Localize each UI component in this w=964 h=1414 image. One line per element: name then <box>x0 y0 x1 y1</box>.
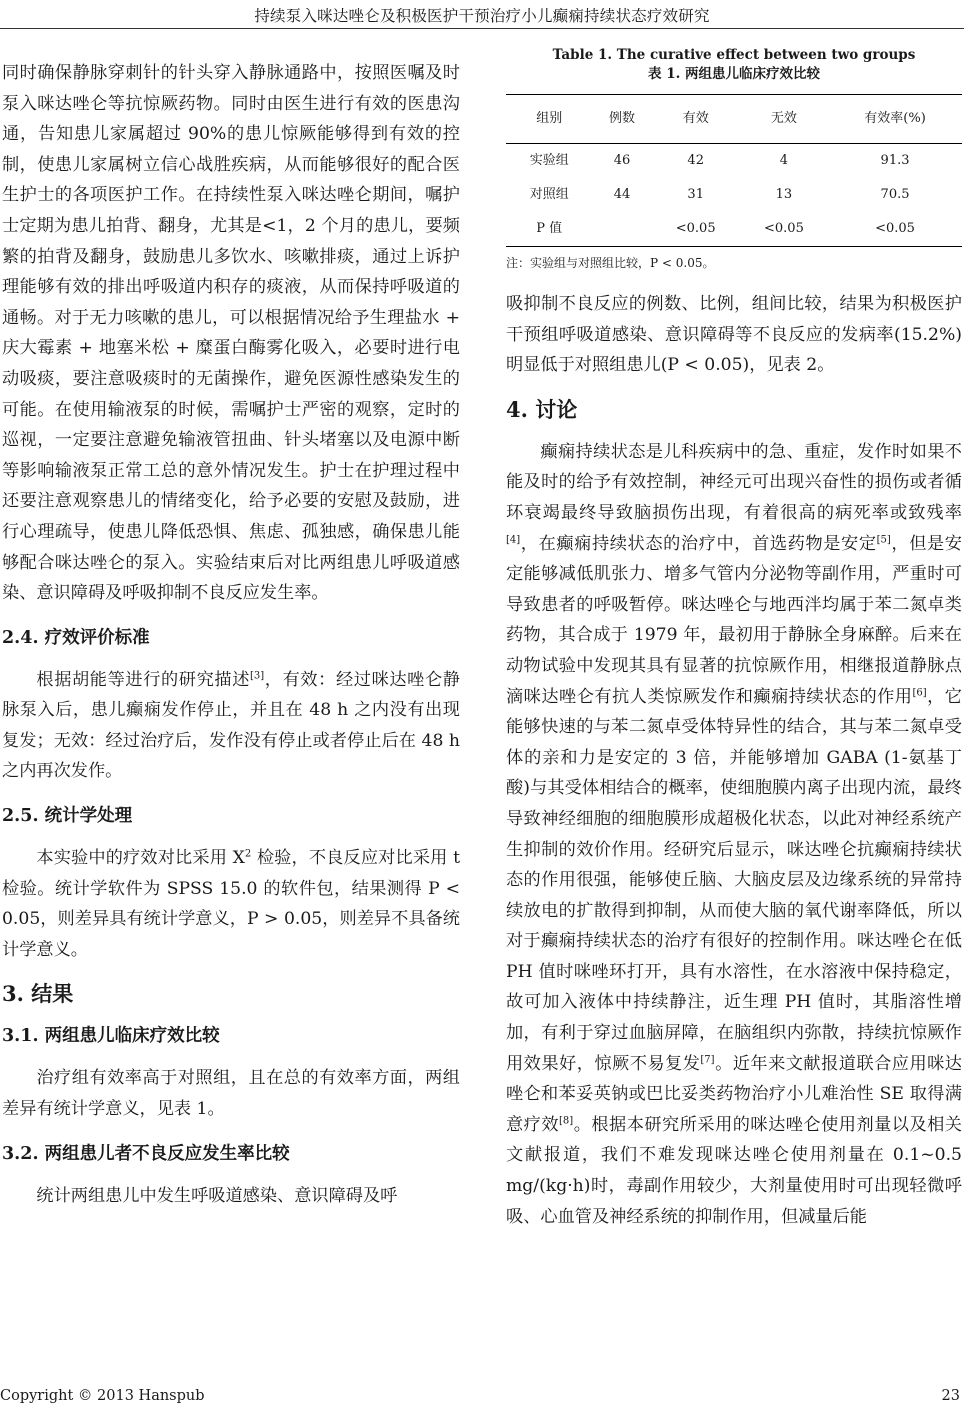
table-header-row <box>506 95 962 144</box>
superscript: 2 <box>244 848 252 860</box>
table-cell: 46 <box>613 152 631 168</box>
paragraph-2-5 <box>2 843 460 965</box>
table-caption <box>506 46 962 84</box>
text-run: 本实验中的疗效对比采用 X <box>36 848 245 869</box>
table-cell: 31 <box>687 186 704 202</box>
table-cell: 对照组 <box>529 186 569 202</box>
text-run: 检验，不良反应对比采用 t 检验。统计学软件为 SPSS 15.0 的软件包，结果测得 P < 0.05，则差异具有统计学意义，P > 0.05，则差异不具备统计学意义。 <box>2 848 460 960</box>
header-rule <box>0 28 964 29</box>
running-title: 持续泵入咪达唑仑及积极医护干预治疗小儿癫痫持续状态疗效研究 <box>254 7 710 25</box>
table-header-cell: 无效 <box>740 95 828 144</box>
text-run: 癫痫持续状态是儿科疾病中的急、重症，发作时如果不能及时的给予有效控制，神经元可出现兴奋性的损伤或者循环衰竭最终导致脑损伤出现，有着很高的病死率或致残率 <box>506 441 962 523</box>
page-number: 23 <box>941 1388 960 1404</box>
text-run: 。近年来文献报道联合应用咪达唑仑和苯妥英钠或巴比妥类药物治疗小儿难治性 SE 取得满意疗效 <box>506 1053 962 1135</box>
table-header-cell: 有效率(%) <box>828 95 962 144</box>
table-note: 注：实验组与对照组比较，P < 0.05。 <box>506 256 715 270</box>
table-cell: P 值 <box>506 212 593 247</box>
citation-ref: [8] <box>559 1115 574 1127</box>
heading-2-5: 2.5. 统计学处理 <box>2 806 133 827</box>
heading-3-1: 3.1. 两组患儿临床疗效比较 <box>2 1026 220 1047</box>
paragraph-methods-continued: 同时确保静脉穿刺针的针头穿入静脉通路中，按照医嘱及时泵入咪达唑仑等抗惊厥药物。同时由医生进行有效的医患沟通，告知患儿家属超过 90%的患儿惊厥能够得到有效的控制，使患儿家属树立信心战胜疾病，从而能够很好的配合医生护士的各项医护工作。在持续性泵入咪达唑仑期间，嘱护士定期为患儿拍背、翻身，尤其是<1，2 个月的患儿，要频繁的拍背及翻身，鼓励患儿多饮水、咳嗽排痰，通过上诉护理能够有效的排出呼吸道内积存的痰液，从而保持呼吸道的通畅。对于无力咳嗽的患儿，可以根据情况给予生理盐水 + 庆大霉素 + 地塞米松 + 糜蛋白酶雾化吸入，必要时进行电动吸痰，要注意吸痰时的无菌操作，避免医源性感染发生的可能。在使用输液泵的时候，需嘱护士严密的观察，定时的巡视，一定要注意避免输液管扭曲、针头堵塞以及电源中断等影响输液泵正常工总的意外情况发生。护士在护理过程中还要注意观察患儿的情绪变化，给予必要的安慰及鼓励，进行心理疏导，使患儿降低恐惧、焦虑、孤独感，确保患儿能够配合咪达唑仑的泵入。实验结束后对比两组患儿呼吸道感染、意识障碍及呼吸抑制不良反应发生率。 <box>2 63 460 604</box>
right-column <box>506 46 962 1232</box>
heading-4: 4. 讨论 <box>506 396 578 422</box>
table-cell: 44 <box>613 186 631 202</box>
citation-ref: [5] <box>876 533 891 545</box>
citation-ref: [7] <box>700 1053 715 1065</box>
table-caption-cn: 表 1. 两组患儿临床疗效比较 <box>648 66 820 82</box>
citation-ref: [3] <box>250 669 265 681</box>
paragraph-3-1: 治疗组有效率高于对照组，且在总的有效率方面，两组差异有统计学意义，见表 1。 <box>2 1068 460 1120</box>
curative-effect-table <box>506 94 962 247</box>
table-header-cell: 有效 <box>652 95 740 144</box>
text-run: ，但是安定能够减低肌张力、增多气管内分泌物等副作用，严重时可导致患者的呼吸暂停。咪达唑仑与地西泮均属于苯二氮卓类药物，其合成于 1979 年，最初用于静脉全身麻醉。后来在动物试验中发现其具有显著的抗惊厥作用，相继报道静脉点滴咪达唑仑有抗人类惊厥发作和癫痫持续状态的作用 <box>506 533 962 707</box>
left-column <box>2 58 460 1211</box>
table-cell <box>593 212 652 247</box>
table-row <box>506 212 962 247</box>
table-row <box>506 178 962 212</box>
paragraph-2-4 <box>2 665 460 787</box>
text-run: 。根据本研究所采用的咪达唑仑使用剂量以及相关文献报道，我们不难发现咪达唑仑使用剂量在 0.1~0.5 mg/(kg·h)时，毒副作用较少，大剂量使用时可出现轻微呼吸、心血管及神经系统的抑制作用，但减量后能 <box>506 1114 962 1227</box>
table-caption-en: Table 1. The curative effect between two groups <box>552 47 916 63</box>
text-run: ，它能够快速的与苯二氮卓受体特异性的结合，其与苯二氮卓受体的亲和力是安定的 3 倍，并能够增加 GABA (1-氨基丁酸)与其受体相结合的概率，使细胞膜内离子出现内流，最终导致神经细胞的细胞膜形成超极化状态，以此对神经系统产生抑制的效价作用。经研究后显示，咪达唑仑抗癫痫持续状态的作用很强，能够使丘脑、大脑皮层及边缘系统的异常持续放电的扩散得到抑制，从而使大脑的氧代谢率降低，所以对于癫痫持续状态的治疗有很好的控制作用。咪达唑仑在低 PH 值时咪唑环打开，具有水溶性，在水溶液中保持稳定，故可加入液体中持续静注，近生理 PH 值时，其脂溶性增加，有利于穿过血脑屏障，在脑组织内弥散，持续抗惊厥作用效果好，惊厥不易复发 <box>506 686 962 1074</box>
paragraph-3-2-continued: 吸抑制不良反应的例数、比例，组间比较，结果为积极医护干预组呼吸道感染、意识障碍等不良反应的发病率(15.2%)明显低于对照组患儿(P < 0.05)，见表 2。 <box>506 294 962 376</box>
table-header-cell: 组别 <box>506 95 593 144</box>
heading-3: 3. 结果 <box>2 981 74 1007</box>
citation-ref: [6] <box>912 686 927 698</box>
paragraph-3-2: 统计两组患儿中发生呼吸道感染、意识障碍及呼 <box>36 1185 398 1206</box>
table-cell: 42 <box>687 152 704 168</box>
table-cell: 70.5 <box>880 186 910 202</box>
table-cell: <0.05 <box>740 212 828 247</box>
table-cell: 4 <box>779 152 789 168</box>
heading-3-2: 3.2. 两组患儿者不良反应发生率比较 <box>2 1143 290 1164</box>
copyright-notice: Copyright © 2013 Hanspub <box>0 1388 205 1404</box>
heading-2-4: 2.4. 疗效评价标准 <box>2 627 150 648</box>
table-cell: 13 <box>775 186 793 202</box>
table-header-cell: 例数 <box>593 95 652 144</box>
paragraph-discussion <box>506 437 962 1232</box>
table-cell: <0.05 <box>828 212 962 247</box>
table-cell: 91.3 <box>880 152 910 168</box>
text-run: ，在癫痫持续状态的治疗中，首选药物是安定 <box>520 533 877 554</box>
text-run: 根据胡能等进行的研究描述 <box>36 669 250 690</box>
text-run: ，有效：经过咪达唑仑静脉泵入后，患儿癫痫发作停止，并且在 48 h 之内没有出现复发；无效：经过治疗后，发作没有停止或者停止后在 48 h 之内再次发作。 <box>2 669 460 782</box>
table-row <box>506 144 962 179</box>
table-cell: <0.05 <box>652 212 740 247</box>
citation-ref: [4] <box>506 533 521 545</box>
table-cell: 实验组 <box>529 152 569 168</box>
